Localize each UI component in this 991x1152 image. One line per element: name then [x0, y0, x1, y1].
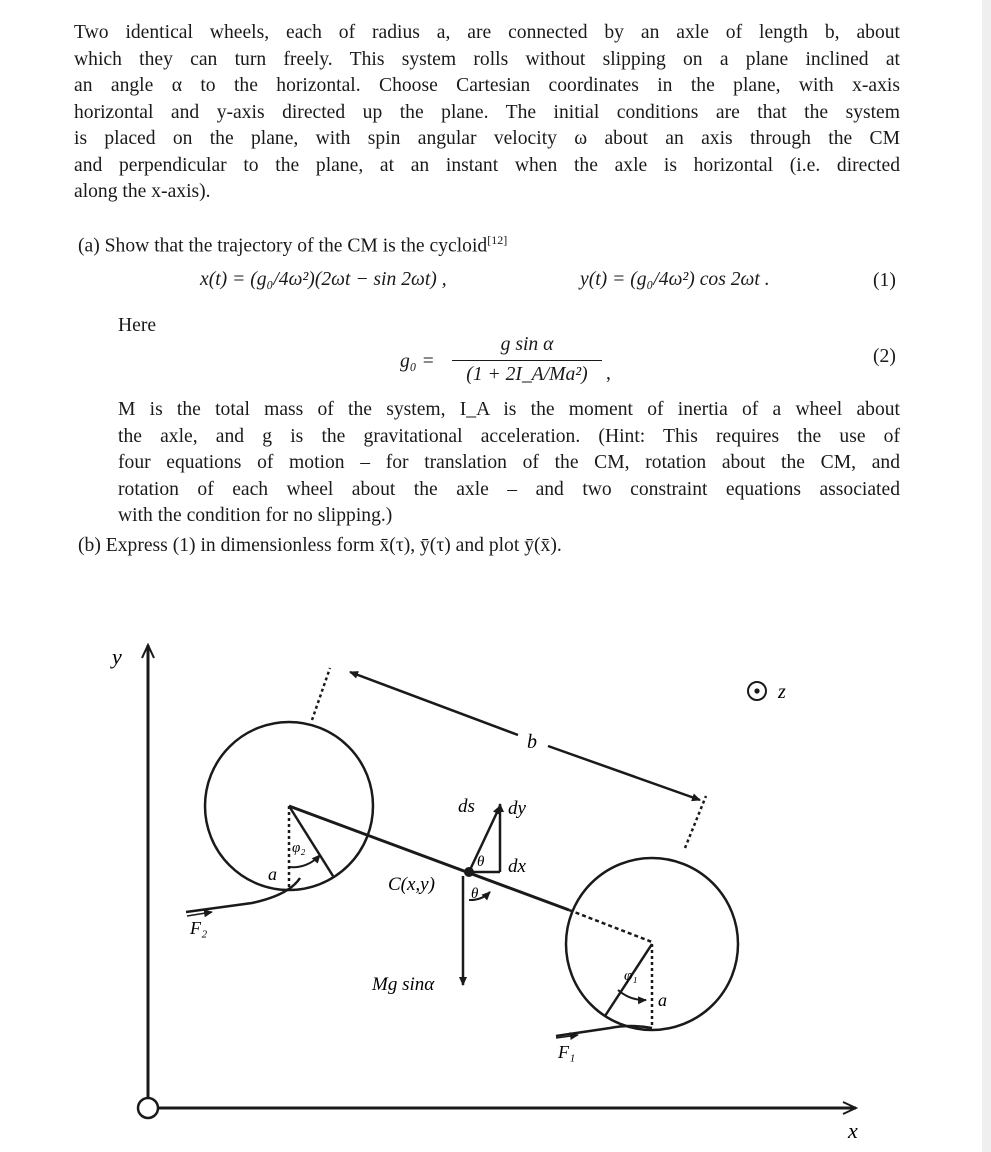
intro-line: is placed on the plane, with spin angular velocity ω about an axis through the CM: [74, 128, 900, 149]
x-axis-label: x: [848, 1118, 858, 1143]
left-contact-line: [186, 878, 300, 912]
z-axis-label: z: [778, 681, 786, 703]
z-axis-dot: [754, 688, 759, 693]
equation-1-x: x(t) = (g₀/4ω²)(2ωt − sin 2ωt) ,: [200, 269, 447, 290]
intro-line: Two identical wheels, each of radius a, are connected by an axle of length b, about: [74, 22, 900, 43]
desc-line: the axle, and g is the gravitational acceleration. (Hint: This requires the use of: [118, 425, 900, 447]
equation-1-tag: (1): [873, 270, 896, 291]
left-phi-arc: [289, 855, 320, 867]
intro-line: along the x-axis).: [74, 181, 211, 202]
left-radius-label: a: [268, 864, 277, 884]
left-phi-label: φ₂: [292, 840, 306, 856]
intro-line: and perpendicular to the plane, at an instant when the axle is horizontal (i.e. directed: [74, 154, 900, 176]
desc-line: with the condition for no slipping.): [118, 505, 393, 526]
intro-line: an angle α to the horizontal. Choose Cartesian coordinates in the plane, with x-axis: [74, 75, 900, 96]
ds-label: ds: [458, 796, 475, 817]
intro-line: horizontal and y-axis directed up the plane. The initial conditions are that the system: [74, 101, 900, 123]
theta-lower-label: θ: [471, 886, 479, 902]
dy-label: dy: [508, 798, 526, 819]
force-1-label: F₁: [558, 1042, 576, 1062]
y-axis-label: y: [112, 644, 122, 669]
dimension-b-right: [548, 746, 700, 800]
cm-label: C(x,y): [388, 874, 435, 895]
axle-dashed: [569, 910, 652, 942]
desc-line: rotation of each wheel about the axle – and two constraint equations associated: [118, 478, 900, 500]
part-b-text: Express (1) in dimensionless form x̄(τ), ȳ(τ) and plot ȳ(x̄).: [105, 535, 562, 556]
dx-label: dx: [508, 856, 526, 877]
b-extension-right: [685, 796, 706, 848]
right-contact-line: [556, 1026, 652, 1036]
intro-line: which they can turn freely. This system rolls without slipping on a plane inclined at: [74, 48, 900, 70]
equation-2-numerator: g sin α: [500, 334, 554, 355]
citation: [12]: [487, 233, 508, 247]
desc-line: M is the total mass of the system, I_A is the moment of inertia of a wheel about: [118, 399, 900, 420]
part-a-label: (a): [78, 235, 100, 257]
origin-marker: [138, 1098, 158, 1118]
desc-line: four equations of motion – for translation of the CM, rotation about the CM, and: [118, 452, 900, 473]
equation-2-comma: ,: [606, 363, 611, 384]
right-radius-label: a: [658, 990, 667, 1010]
theta-upper-label: θ: [477, 854, 485, 870]
dimension-b-left: [350, 672, 518, 735]
part-a-text: Show that the trajectory of the CM is the cycloid: [104, 235, 488, 257]
part-b-label: (b): [78, 535, 101, 556]
equation-2-lhs: g₀ =: [400, 351, 435, 372]
here-label: Here: [118, 315, 157, 336]
equation-2-tag: (2): [873, 346, 896, 367]
b-extension-left: [312, 668, 330, 720]
force-2-label: F₂: [190, 918, 208, 938]
dimension-b-label: b: [527, 731, 537, 753]
weight-label: Mg sinα: [372, 974, 435, 995]
equation-2-denominator: (1 + 2I_A/Ma²): [466, 364, 588, 385]
right-phi-label: φ₁: [624, 968, 638, 984]
equation-1-y: y(t) = (g₀/4ω²) cos 2ωt .: [580, 269, 770, 290]
